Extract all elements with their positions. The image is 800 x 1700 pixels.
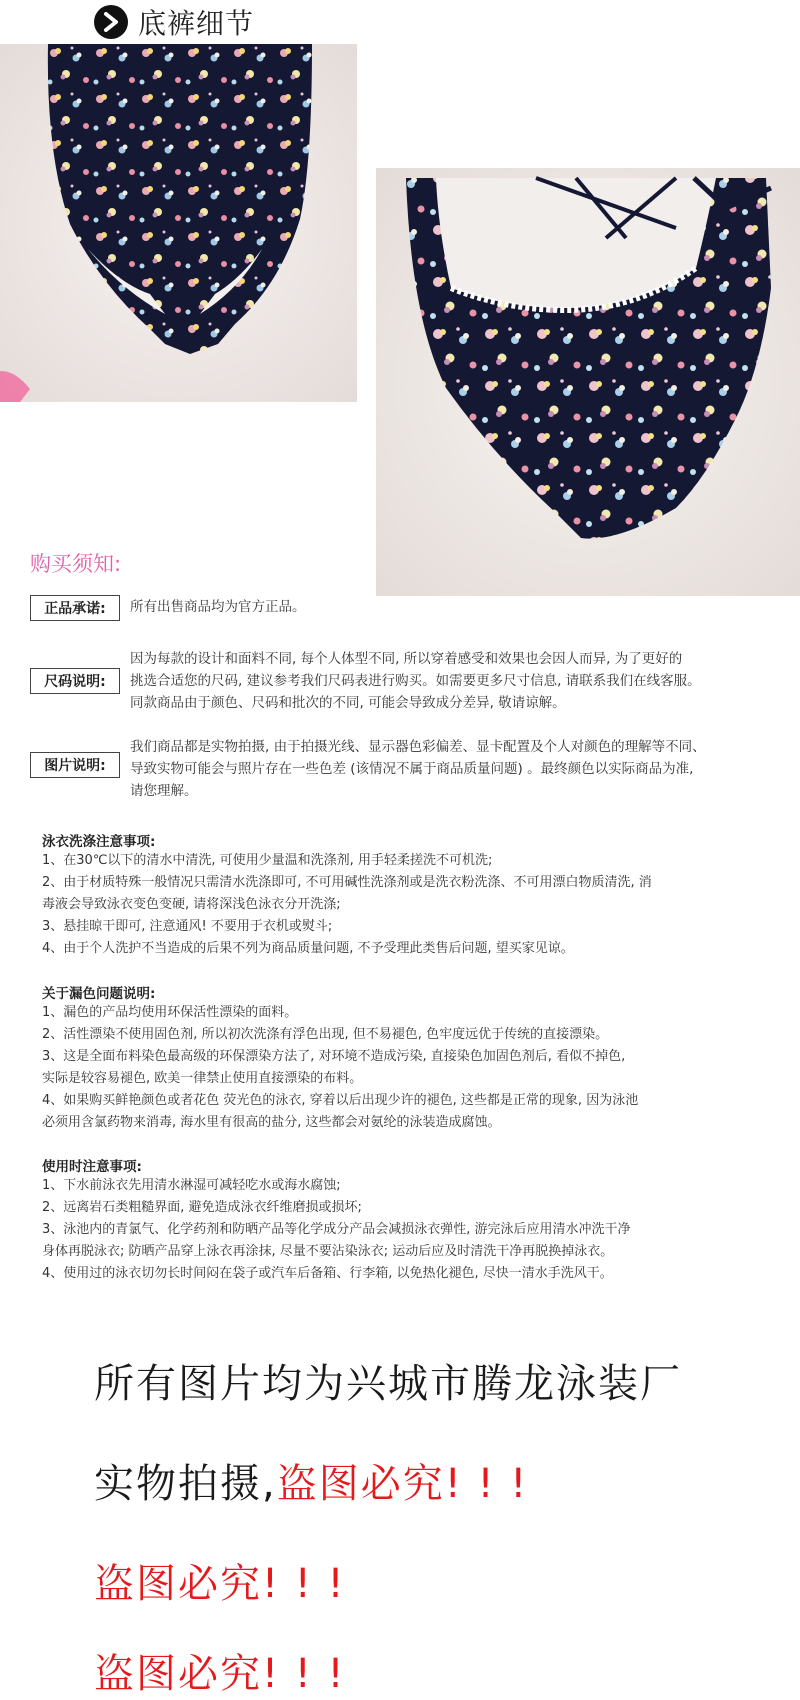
size-label: 尺码说明:: [30, 668, 120, 694]
usage-title: 使用时注意事项:: [42, 1159, 142, 1175]
purchase-notice-heading: 购买须知:: [30, 552, 122, 576]
size-text-line: 挑选合适您的尺码, 建议参考我们尺码表进行购买。如需要更多尺寸信息, 请联系我们在线客服。: [130, 673, 701, 689]
section-header: [94, 2, 254, 42]
list-item: 3、悬挂晾干即可, 注意通风! 不要用于衣机或熨斗;: [42, 919, 333, 934]
photo-text: [130, 736, 770, 802]
list-item: 1、下水前泳衣先用清水淋湿可减轻吃水或海水腐蚀;: [42, 1178, 341, 1193]
washing-list: [42, 850, 777, 960]
copyright-line-1: 所有图片均为兴城市腾龙泳装厂: [94, 1361, 682, 1407]
swimsuit-bottom-detail-photo: [0, 44, 357, 402]
list-item: 2、由于材质特殊一般情况只需清水洗涤即可, 不可用碱性洗涤剂或是洗衣粉洗涤、不可用漂白物质清洗, 消: [42, 875, 652, 890]
chevron-right-icon: [94, 5, 128, 39]
authenticity-label: 正品承诺:: [30, 595, 120, 621]
fading-list: [42, 1002, 777, 1134]
fading-title: 关于漏色问题说明:: [42, 986, 156, 1002]
list-item: 毒液会导致泳衣变色变硬, 请将深浅色泳衣分开洗涤;: [42, 897, 341, 912]
size-text: [130, 648, 770, 714]
authenticity-text: 所有出售商品均为官方正品。: [130, 599, 306, 615]
copyright-warning-line-3: 盗图必究! ! !: [94, 1561, 346, 1607]
list-item: 2、活性漂染不使用固色剂, 所以初次洗涤有浮色出现, 但不易褪色, 色牢度远优于传统的直接漂染。: [42, 1027, 609, 1042]
size-text-line: 因为每款的设计和面料不同, 每个人体型不同, 所以穿着感受和效果也会因人而异, 为了更好的: [130, 651, 683, 667]
list-item: 4、使用过的泳衣切勿长时间闷在袋子或汽车后备箱、行李箱, 以免热化褪色, 尽快一清水手洗风干。: [42, 1266, 613, 1281]
photo-text-line: 导致实物可能会与照片存在一些色差 (该情况不属于商品质量问题) 。最终颜色以实际商品为准,: [130, 761, 694, 777]
swimsuit-back-detail-photo: [376, 168, 800, 596]
list-item: 4、如果购买鲜艳颜色或者花色 荧光色的泳衣, 穿着以后出现少许的褪色, 这些都是正常的现象, 因为泳池: [42, 1093, 639, 1108]
copyright-warning-line-4: 盗图必究! ! !: [94, 1651, 346, 1697]
list-item: 3、泳池内的青氯气、化学药剂和防晒产品等化学成分产品会减损泳衣弹性, 游完泳后应用清水冲洗干净: [42, 1222, 631, 1237]
list-item: 1、在30℃以下的清水中清洗, 可使用少量温和洗涤剂, 用手轻柔搓洗不可机洗;: [42, 853, 493, 868]
photo-text-line: 请您理解。: [130, 783, 198, 799]
size-text-line: 同款商品由于颜色、尺码和批次的不同, 可能会导致成分差异, 敬请谅解。: [130, 695, 566, 711]
photo-label: 图片说明:: [30, 752, 120, 778]
list-item: 身体再脱泳衣; 防晒产品穿上泳衣再涂抹, 尽量不要沾染泳衣; 运动后应及时清洗干净再脱换掉泳衣。: [42, 1244, 614, 1259]
list-item: 3、这是全面布料染色最高级的环保漂染方法了, 对环境不造成污染, 直接染色加固色剂后, 看似不掉色,: [42, 1049, 626, 1064]
list-item: 4、由于个人洗护不当造成的后果不列为商品质量问题, 不予受理此类售后问题, 望买家见谅。: [42, 941, 574, 956]
list-item: 实际是较容易褪色, 欧美一律禁止使用直接漂染的布料。: [42, 1071, 363, 1086]
section-title: 底裤细节: [138, 7, 255, 40]
photo-text-line: 我们商品都是实物拍摄, 由于拍摄光线、显示器色彩偏差、显卡配置及个人对颜色的理解等不同、: [130, 739, 706, 755]
usage-list: [42, 1175, 777, 1285]
list-item: 必须用含氯药物来消毒, 海水里有很高的盐分, 这些都会对氨纶的泳装造成腐蚀。: [42, 1115, 501, 1130]
copyright-line-2: [94, 1452, 528, 1509]
list-item: 2、远离岩石类粗糙界面, 避免造成泳衣纤维磨损或损坏;: [42, 1200, 362, 1215]
list-item: 1、漏色的产品均使用环保活性漂染的面料。: [42, 1005, 298, 1020]
copyright-warning: [0, 1352, 800, 1700]
washing-title: 泳衣洗涤注意事项:: [42, 834, 156, 850]
copyright-line-2-black: 实物拍摄,: [94, 1461, 277, 1507]
copyright-line-2-red: 盗图必究! ! !: [276, 1461, 529, 1507]
